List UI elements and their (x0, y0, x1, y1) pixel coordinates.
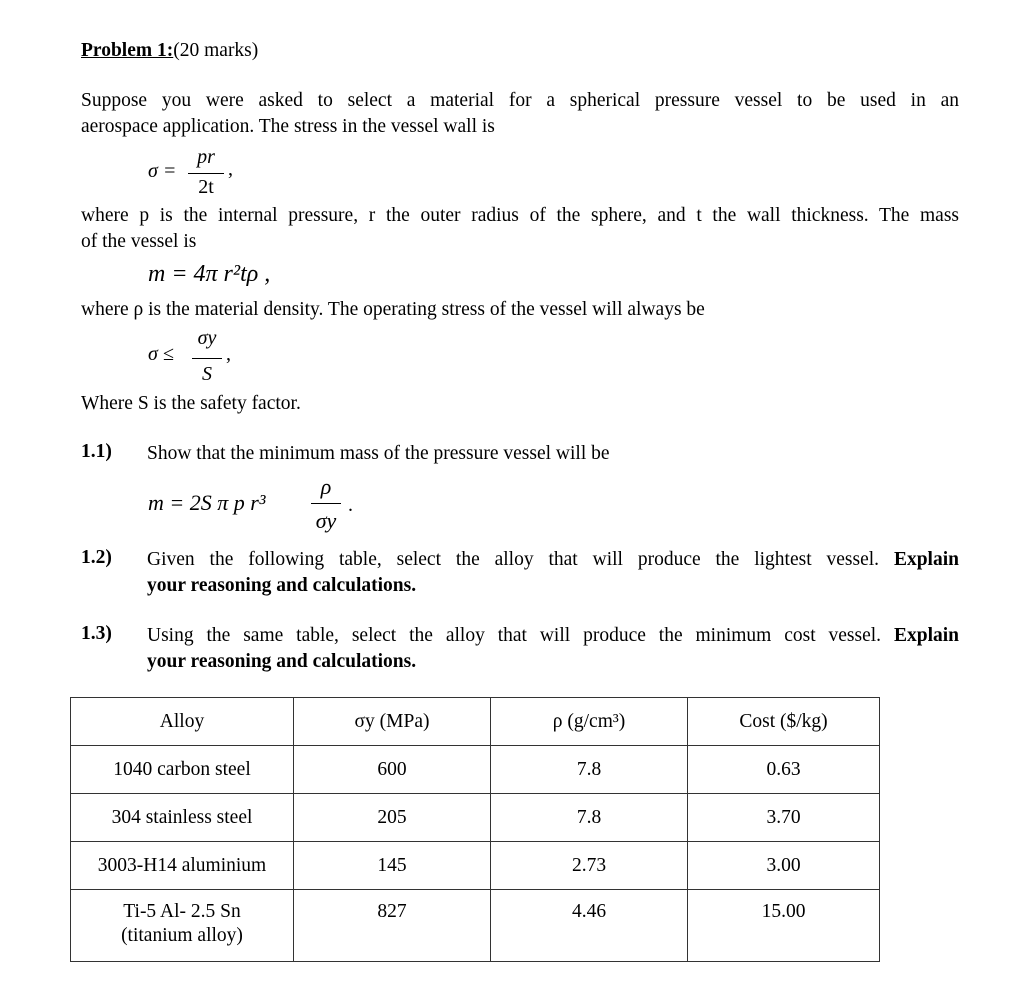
eq3-denominator: S (202, 363, 212, 385)
header-alloy: Alloy (71, 698, 294, 746)
cell-alloy: 3003-H14 aluminium (71, 842, 294, 890)
table-row (71, 794, 880, 842)
operating-stress-inequality (148, 325, 268, 387)
eq4-lhs: m = 2S π p r³ (148, 490, 266, 515)
eq4-numerator: ρ (320, 474, 332, 499)
eq1-numerator: pr (197, 146, 215, 168)
cell-yield: 205 (294, 794, 491, 842)
table-row (71, 890, 880, 962)
question-1-2-text: Given the following table, select the alloy that will produce the lightest vessel. (147, 549, 880, 570)
eq4-tail: . (348, 494, 353, 516)
min-mass-equation (148, 474, 388, 540)
eq1-tail: , (228, 158, 233, 180)
intro-line-2: aerospace application. The stress in the vessel wall is (81, 116, 495, 137)
eq4-fraction-bar (311, 503, 341, 504)
alloy-table (70, 697, 880, 962)
cell-alloy: 304 stainless steel (71, 794, 294, 842)
eq1-fraction-bar (188, 173, 224, 174)
problem-heading (81, 38, 258, 64)
eq1-denominator: 2t (198, 176, 214, 198)
cell-cost: 0.63 (688, 746, 880, 794)
table-row (71, 842, 880, 890)
cell-alloy: 1040 carbon steel (71, 746, 294, 794)
question-1-3-line-1 (147, 623, 959, 649)
intro-line-4: of the vessel is (81, 231, 197, 252)
question-1-2-line-1 (147, 547, 959, 573)
intro-line-1: Suppose you were asked to select a material for a spherical pressure vessel to be used in an (81, 90, 959, 111)
cell-yield: 600 (294, 746, 491, 794)
cell-alloy (71, 890, 294, 962)
intro-line-5: where ρ is the material density. The operating stress of the vessel will always be (81, 299, 705, 320)
mass-equation: m = 4π r²tρ , (148, 261, 271, 287)
cell-alloy-line-1: Ti-5 Al- 2.5 Sn (123, 901, 241, 922)
cell-alloy-line-2: (titanium alloy) (121, 925, 243, 946)
question-1-3-number: 1.3) (81, 623, 112, 644)
eq3-numerator: σy (197, 327, 217, 349)
table-row (71, 746, 880, 794)
cell-density: 7.8 (491, 794, 688, 842)
cell-cost: 3.70 (688, 794, 880, 842)
question-1-1-number: 1.1) (81, 441, 112, 462)
header-density: ρ (g/cm³) (491, 698, 688, 746)
question-1-2-explain: Explain (893, 549, 959, 570)
eq3-lhs: σ ≤ (148, 343, 174, 365)
cell-cost: 15.00 (688, 890, 880, 962)
cell-yield: 145 (294, 842, 491, 890)
eq4-denominator: σy (315, 508, 337, 533)
problem-title: Problem 1: (81, 40, 174, 61)
intro-line-3: where p is the internal pressure, r the outer radius of the sphere, and t the wall thickness. The mass (81, 205, 959, 226)
cell-density: 2.73 (491, 842, 688, 890)
cell-yield: 827 (294, 890, 491, 962)
question-1-2-line-2: your reasoning and calculations. (147, 575, 417, 596)
header-cost: Cost ($/kg) (688, 698, 880, 746)
cell-cost: 3.00 (688, 842, 880, 890)
intro-line-6: Where S is the safety factor. (81, 393, 301, 414)
cell-density: 4.46 (491, 890, 688, 962)
question-1-1-text: Show that the minimum mass of the pressure vessel will be (147, 443, 610, 464)
problem-marks: (20 marks) (173, 40, 259, 61)
question-1-2-number: 1.2) (81, 547, 112, 568)
eq1-lhs: σ = (148, 160, 177, 182)
header-yield-strength: σy (MPa) (294, 698, 491, 746)
table-header-row (71, 698, 880, 746)
stress-equation (148, 146, 268, 202)
eq3-fraction-bar (192, 358, 222, 359)
question-1-3-explain: Explain (893, 625, 960, 646)
question-1-3-line-2: your reasoning and calculations. (147, 651, 417, 672)
question-1-3-text: Using the same table, select the alloy that will produce the minimum cost vessel. (147, 625, 882, 646)
eq3-tail: , (226, 343, 231, 365)
cell-density: 7.8 (491, 746, 688, 794)
